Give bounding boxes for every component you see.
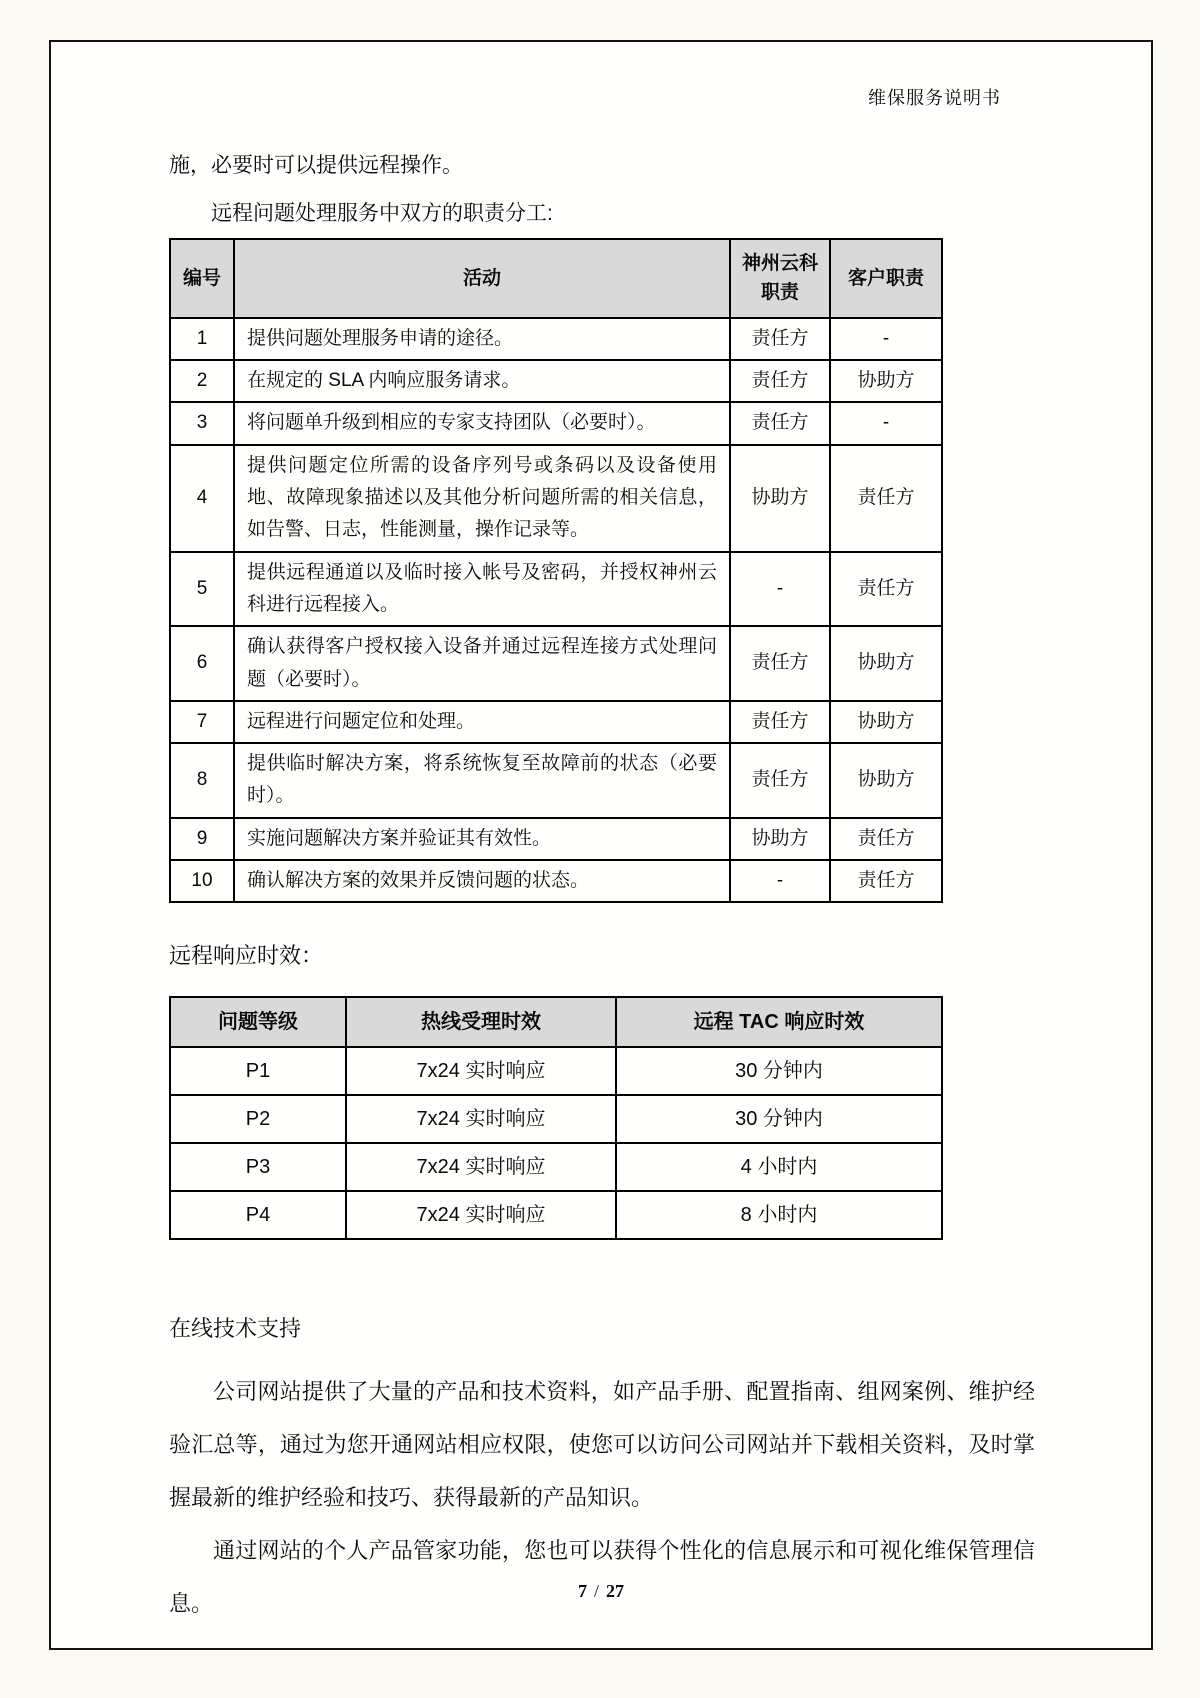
table-row <box>170 1143 942 1191</box>
table-row <box>170 1095 942 1143</box>
page-total: 27 <box>606 1581 624 1601</box>
table-header-row <box>170 997 942 1047</box>
cell-customer-duty: 责任方 <box>830 552 942 627</box>
cell-number: 6 <box>170 626 234 701</box>
cell-level: P1 <box>170 1047 346 1095</box>
cell-tac: 30 分钟内 <box>616 1047 942 1095</box>
table-row <box>170 626 942 701</box>
table-row <box>170 445 942 552</box>
cell-number: 5 <box>170 552 234 627</box>
cell-level: P4 <box>170 1191 346 1239</box>
section-heading-response-time: 远程响应时效： <box>169 943 324 969</box>
cell-vendor-duty: - <box>730 552 830 627</box>
cell-vendor-duty: 责任方 <box>730 626 830 701</box>
page-number-separator: / <box>593 1581 599 1601</box>
cell-tac: 30 分钟内 <box>616 1095 942 1143</box>
cell-customer-duty: 责任方 <box>830 445 942 552</box>
cell-customer-duty: 协助方 <box>830 360 942 402</box>
cell-vendor-duty: - <box>730 860 830 902</box>
cell-customer-duty: 协助方 <box>830 701 942 743</box>
table-row <box>170 318 942 360</box>
cell-number: 3 <box>170 402 234 444</box>
cell-activity: 提供问题处理服务申请的途径。 <box>234 318 730 360</box>
table-row <box>170 552 942 627</box>
cell-activity: 确认解决方案的效果并反馈问题的状态。 <box>234 860 730 902</box>
th-problem-level: 问题等级 <box>170 997 346 1047</box>
table-row <box>170 1047 942 1095</box>
table-row <box>170 402 942 444</box>
cell-level: P2 <box>170 1095 346 1143</box>
cell-tac: 4 小时内 <box>616 1143 942 1191</box>
cell-vendor-duty: 责任方 <box>730 318 830 360</box>
cell-customer-duty: 协助方 <box>830 626 942 701</box>
cell-vendor-duty: 责任方 <box>730 701 830 743</box>
table-header-row <box>170 239 942 318</box>
cell-customer-duty: - <box>830 402 942 444</box>
th-hotline-sla: 热线受理时效 <box>346 997 616 1047</box>
th-vendor-duty: 神州云科职责 <box>730 239 830 318</box>
th-customer-duty: 客户职责 <box>830 239 942 318</box>
cell-customer-duty: 协助方 <box>830 743 942 818</box>
cell-number: 8 <box>170 743 234 818</box>
response-time-table <box>169 996 943 1240</box>
cell-customer-duty: 责任方 <box>830 860 942 902</box>
page-number: 7 <box>577 1581 587 1601</box>
cell-activity: 提供远程通道以及临时接入帐号及密码，并授权神州云科进行远程接入。 <box>234 552 730 627</box>
cell-hotline: 7x24 实时响应 <box>346 1191 616 1239</box>
cell-hotline: 7x24 实时响应 <box>346 1047 616 1095</box>
cell-hotline: 7x24 实时响应 <box>346 1095 616 1143</box>
table-row <box>170 818 942 860</box>
doc-header-title: 维保服务说明书 <box>868 88 1001 108</box>
paragraph-online-support-1: 公司网站提供了大量的产品和技术资料，如产品手册、配置指南、组网案例、维护经验汇总等，通过为您开通网站相应权限，使您可以访问公司网站并下载相关资料，及时掌握最新的维护经验和技巧、获得最新的产品知识。 <box>169 1379 1035 1511</box>
page-frame <box>49 40 1153 1650</box>
cell-activity: 将问题单升级到相应的专家支持团队（必要时）。 <box>234 402 730 444</box>
cell-activity: 远程进行问题定位和处理。 <box>234 701 730 743</box>
table-row <box>170 1191 942 1239</box>
table1-caption: 远程问题处理服务中双方的职责分工: <box>211 201 553 225</box>
table-row <box>170 701 942 743</box>
page-footer <box>51 1581 1151 1602</box>
cell-hotline: 7x24 实时响应 <box>346 1143 616 1191</box>
cell-number: 4 <box>170 445 234 552</box>
cell-level: P3 <box>170 1143 346 1191</box>
table-row <box>170 360 942 402</box>
table-row <box>170 743 942 818</box>
cell-number: 9 <box>170 818 234 860</box>
cell-number: 1 <box>170 318 234 360</box>
th-tac-sla: 远程 TAC 响应时效 <box>616 997 942 1047</box>
cell-activity: 确认获得客户授权接入设备并通过远程连接方式处理问题（必要时）。 <box>234 626 730 701</box>
cell-vendor-duty: 责任方 <box>730 360 830 402</box>
cell-vendor-duty: 责任方 <box>730 743 830 818</box>
paragraph-online-support-2: 通过网站的个人产品管家功能，您也可以获得个性化的信息展示和可视化维保管理信息。 <box>169 1538 1035 1617</box>
section-heading-online-support: 在线技术支持 <box>169 1316 302 1342</box>
table-row <box>170 860 942 902</box>
cell-activity: 提供临时解决方案，将系统恢复至故障前的状态（必要时）。 <box>234 743 730 818</box>
cell-number: 2 <box>170 360 234 402</box>
cell-customer-duty: 责任方 <box>830 818 942 860</box>
cell-vendor-duty: 协助方 <box>730 445 830 552</box>
cell-activity: 实施问题解决方案并验证其有效性。 <box>234 818 730 860</box>
cell-activity: 提供问题定位所需的设备序列号或条码以及设备使用地、故障现象描述以及其他分析问题所需的相关信息，如告警、日志，性能测量，操作记录等。 <box>234 445 730 552</box>
page-content <box>51 42 1151 1630</box>
cell-customer-duty: - <box>830 318 942 360</box>
cell-vendor-duty: 协助方 <box>730 818 830 860</box>
intro-text: 施，必要时可以提供远程操作。 <box>169 154 463 177</box>
responsibilities-table <box>169 238 943 903</box>
cell-tac: 8 小时内 <box>616 1191 942 1239</box>
cell-activity: 在规定的 SLA 内响应服务请求。 <box>234 360 730 402</box>
cell-vendor-duty: 责任方 <box>730 402 830 444</box>
cell-number: 7 <box>170 701 234 743</box>
cell-number: 10 <box>170 860 234 902</box>
th-activity: 活动 <box>234 239 730 318</box>
th-number: 编号 <box>170 239 234 318</box>
